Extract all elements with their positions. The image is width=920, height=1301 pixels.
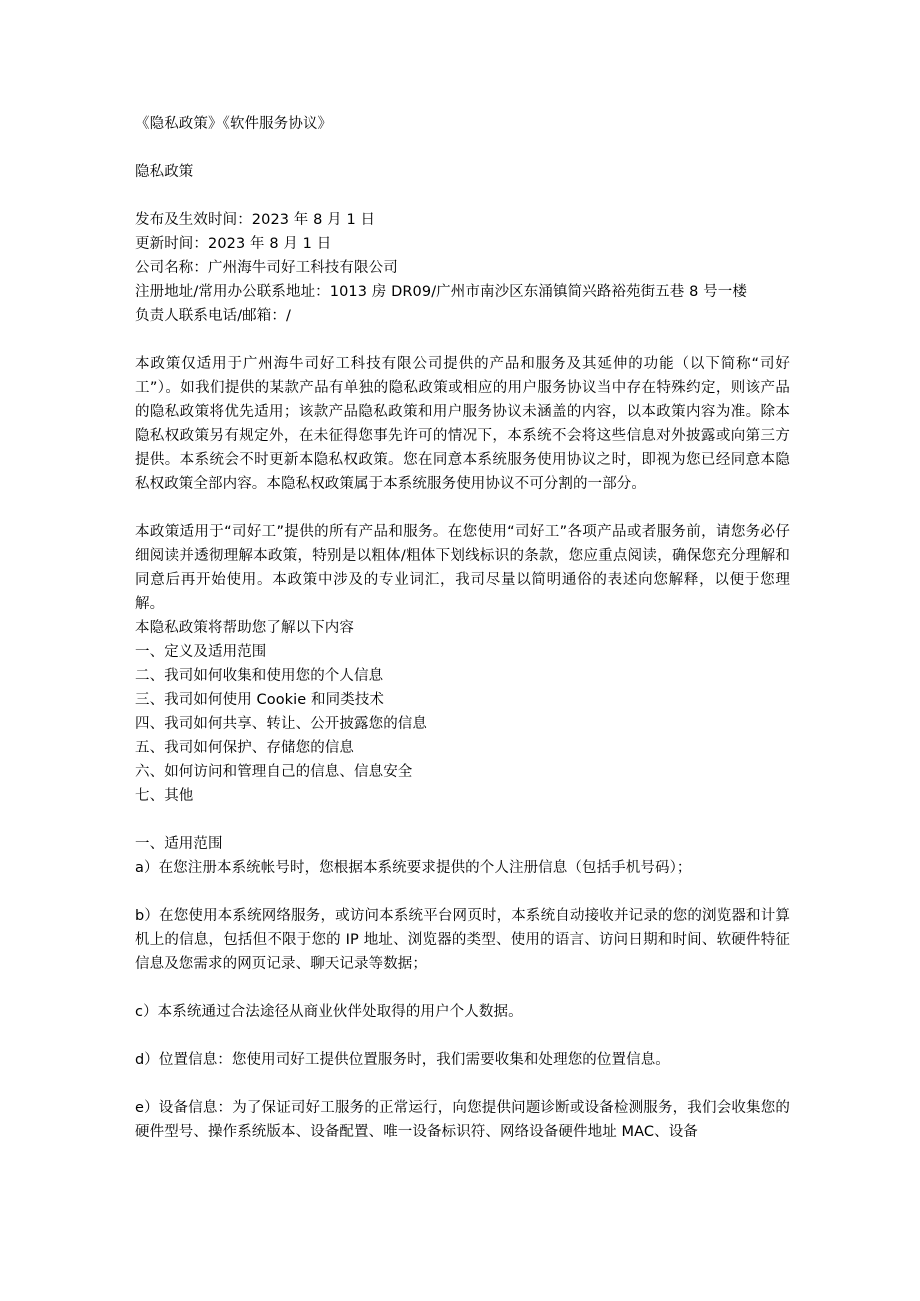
meta-contact: 负责人联系电话/邮箱：/ [135,308,291,324]
scope-item-d: d）位置信息：您使用司好工提供位置服务时，我们需要收集和处理您的位置信息。 [135,1052,670,1068]
toc-heading: 本隐私政策将帮助您了解以下内容 [135,620,354,636]
scope-item-a: a）在您注册本系统帐号时，您根据本系统要求提供的个人注册信息（包括手机号码）； [135,860,692,876]
scope-heading: 一、适用范围 [135,836,223,852]
scope-item-e: e）设备信息：为了保证司好工服务的正常运行，向您提供问题诊断或设备检测服务，我们会收集您的硬件型号、操作系统版本、设备配置、唯一设备标识符、网络设备硬件地址 MAC、设备 [135,1100,790,1140]
intro-paragraph-1: 本政策仅适用于广州海牛司好工科技有限公司提供的产品和服务及其延伸的功能（以下简称“司好工”）。如我们提供的某款产品有单独的隐私政策或相应的用户服务协议当中存在特殊约定，则该产品的隐私政策将优先适用；该款产品隐私政策和用户服务协议未涵盖的内容，以本政策内容为准。除本隐私权政策另有规定外，在未征得您事先许可的情况下，本系统不会将这些信息对外披露或向第三方提供。本系统会不时更新本隐私权政策。您在同意本系统服务使用协议之时，即视为您已经同意本隐私权政策全部内容。本隐私权政策属于本系统服务使用协议不可分割的一部分。 [135,356,790,492]
meta-list [135,208,790,328]
toc-item: 五、我司如何保护、存储您的信息 [135,740,354,756]
toc-item: 六、如何访问和管理自己的信息、信息安全 [135,764,413,780]
meta-publish-date: 发布及生效时间：2023 年 8 月 1 日 [135,212,376,228]
meta-address: 注册地址/常用办公联系地址：1013 房 DR09/广州市南沙区东涌镇简兴路裕苑街五巷 8 号一楼 [135,284,747,300]
scope-item-b: b）在您使用本系统网络服务，或访问本系统平台网页时，本系统自动接收并记录的您的浏览器和计算机上的信息，包括但不限于您的 IP 地址、浏览器的类型、使用的语言、访问日期和时间、软硬件特征信息及您需求的网页记录、聊天记录等数据； [135,908,790,972]
table-of-contents [135,640,790,808]
document-body [135,112,790,1144]
meta-company-name: 公司名称：广州海牛司好工科技有限公司 [135,260,398,276]
scope-item-c: c）本系统通过合法途径从商业伙伴处取得的用户个人数据。 [135,1004,523,1020]
toc-item: 七、其他 [135,788,194,804]
header-titles: 《隐私政策》《软件服务协议》 [135,116,333,132]
toc-item: 四、我司如何共享、转让、公开披露您的信息 [135,716,427,732]
intro-paragraph-2: 本政策适用于“司好工”提供的所有产品和服务。在您使用“司好工”各项产品或者服务前，请您务必仔细阅读并透彻理解本政策，特别是以粗体/粗体下划线标识的条款，您应重点阅读，确保您充分理解和同意后再开始使用。本政策中涉及的专业词汇，我司尽量以简明通俗的表述向您解释，以便于您理解。 [135,524,790,612]
toc-item: 一、定义及适用范围 [135,644,267,660]
toc-item: 二、我司如何收集和使用您的个人信息 [135,668,384,684]
toc-item: 三、我司如何使用 Cookie 和同类技术 [135,692,385,708]
meta-update-date: 更新时间：2023 年 8 月 1 日 [135,236,332,252]
section-title: 隐私政策 [135,164,194,180]
